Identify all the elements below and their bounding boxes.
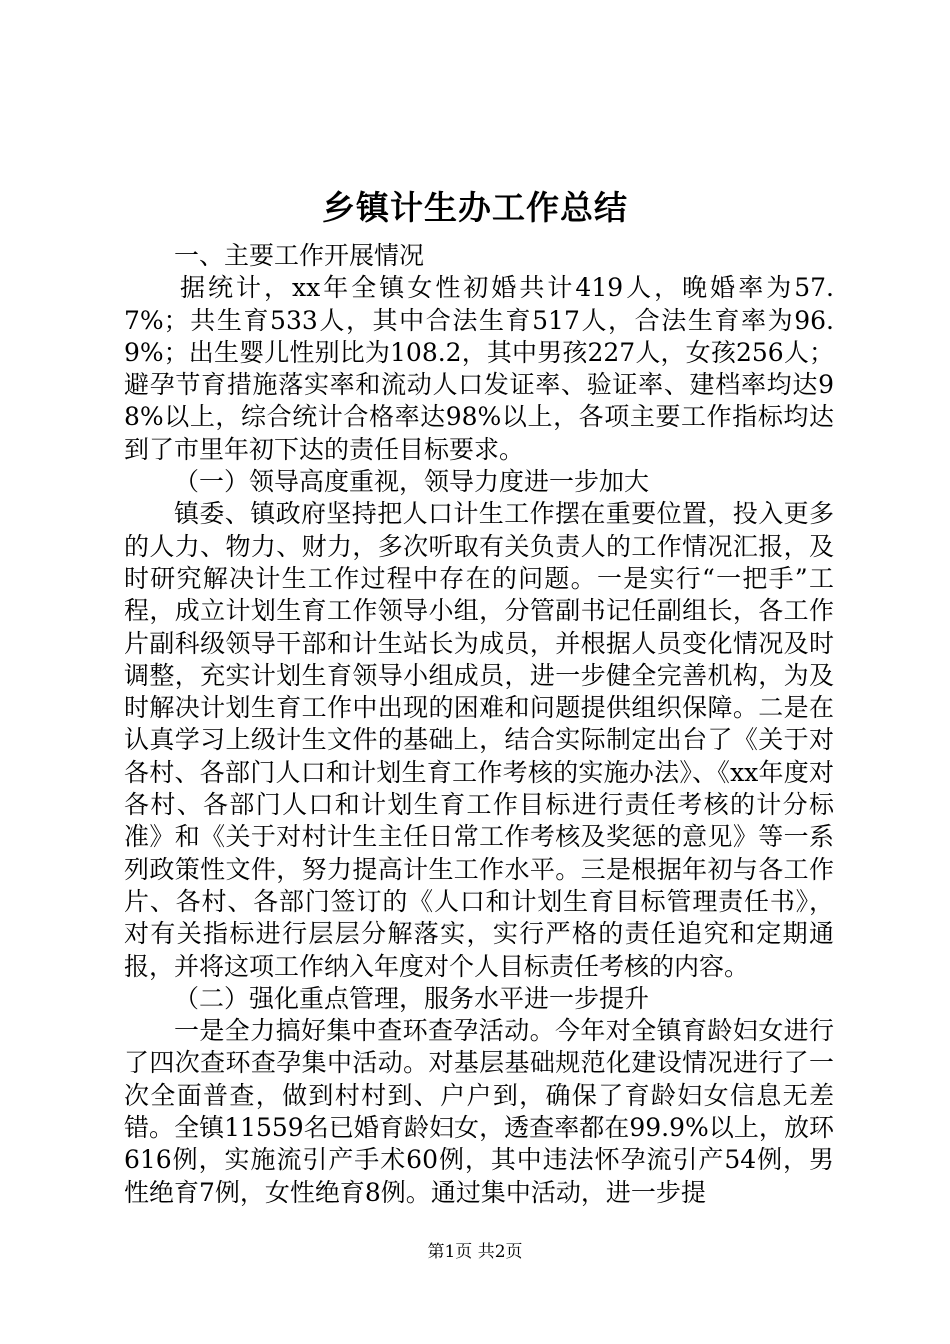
document-title: 乡镇计生办工作总结 [322,188,628,227]
subsection-heading: （二）强化重点管理，服务水平进一步提升 [174,983,650,1013]
page-footer: 第1页 共2页 [427,1242,523,1262]
body-paragraph: 镇委、镇政府坚持把人口计生工作摆在重要位置，投入更多的人力、物力、财力，多次听取有关负责人的工作情况汇报，及时研究解决计生工作过程中存在的问题。一是实行“一把手”工程，成立计划生育工作领导小组，分管副书记任副组长，各工作片副科级领导干部和计生站长为成员，并根据人员变化情况及时调整，充实计划生育领导小组成员，进一步健全完善机构，为及时解决计划生育工作中出现的困难和问题提供组织保障。二是在认真学习上级计生文件的基础上，结合实际制定出台了《关于对各村、各部门人口和计划生育工作考核的实施办法》、《xx年度对各村、各部门人口和计划生育工作目标进行责任考核的计分标准》和《关于对村计生主任日常工作考核及奖惩的意见》等一系列政策性文件，努力提高计生工作水平。三是根据年初与各工作片、各村、各部门签订的《人口和计划生育目标管理责任书》，对有关指标进行层层分解落实，实行严格的责任追究和定期通报，并将这项工作纳入年度对个人目标责任考核的内容。 [124,499,834,981]
body-paragraph: 一是全力搞好集中查环查孕活动。今年对全镇育龄妇女进行了四次查环查孕集中活动。对基层基础规范化建设情况进行了一次全面普查，做到村村到、户户到，确保了育龄妇女信息无差错。全镇11559名已婚育龄妇女，透查率都在99.9%以上，放环616例，实施流引产手术60例，其中违法怀孕流引产54例，男性绝育7例，女性绝育8例。通过集中活动，进一步提 [124,1016,834,1207]
section-heading: 一、主要工作开展情况 [174,241,425,270]
document-body [124,240,834,1209]
subsection-heading: （一）领导高度重视，领导力度进一步加大 [174,467,650,497]
body-paragraph: 据统计，xx年全镇女性初婚共计419人，晚婚率为57.7%；共生育533人，其中合法生育517人，合法生育率为96.9%；出生婴儿性别比为108.2，其中男孩227人，女孩256人；避孕节育措施落实率和流动人口发证率、验证率、建档率均达98%以上，综合统计合格率达98%以上，各项主要工作指标均达到了市里年初下达的责任目标要求。 [124,273,834,464]
